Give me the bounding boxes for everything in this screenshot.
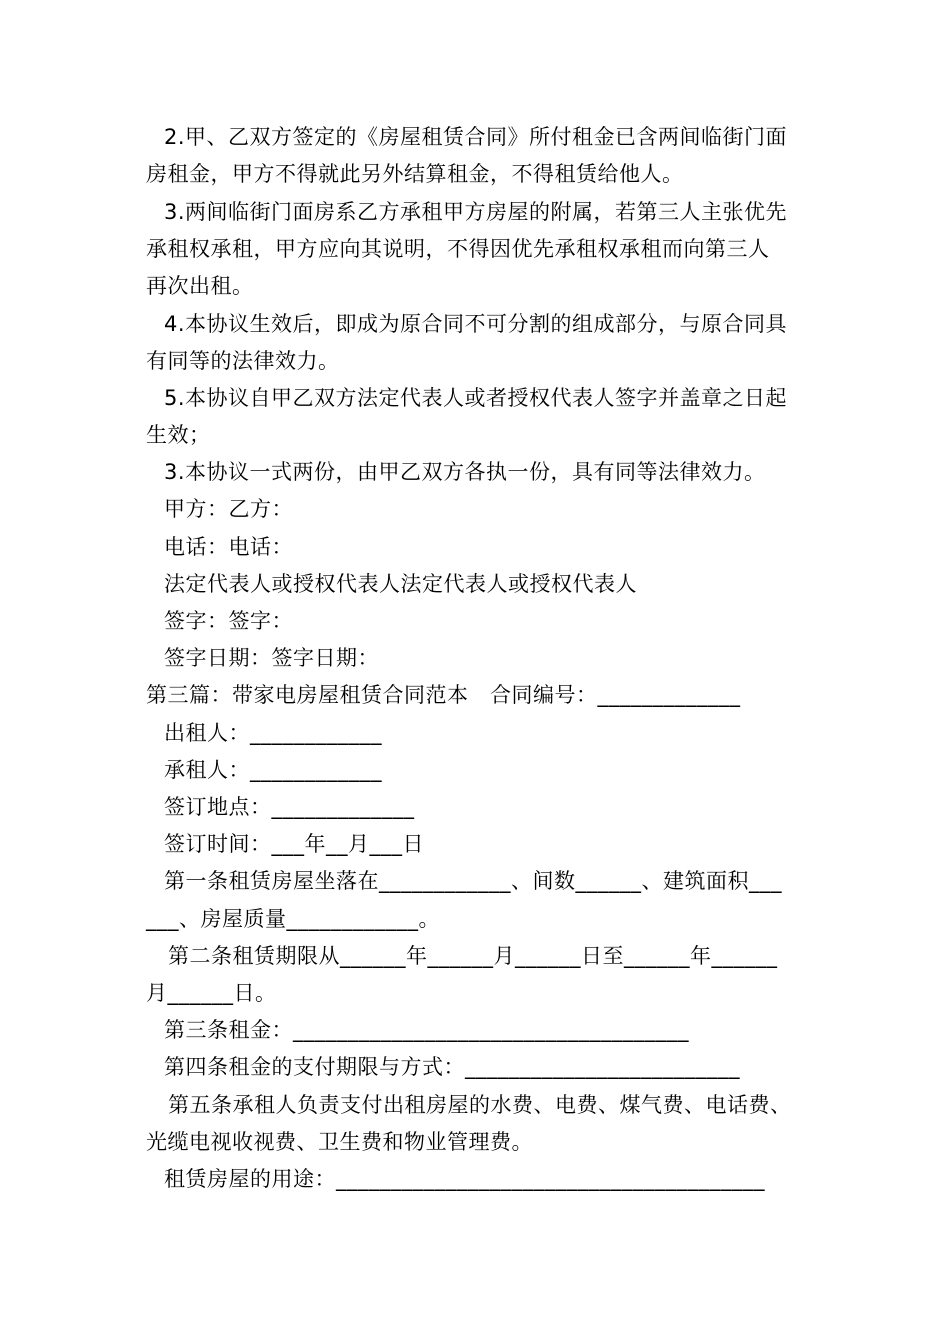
article-5-line-2: 光缆电视收视费、卫生费和物业管理费。 bbox=[146, 1130, 533, 1154]
party-line: 甲方：乙方： bbox=[164, 497, 293, 521]
article-1-line-2: ___、房屋质量____________。 bbox=[146, 907, 440, 931]
lessor-line: 出租人：____________ bbox=[164, 721, 382, 745]
article-1-line-1: 第一条租赁房屋坐落在____________、间数______、建筑面积___ bbox=[164, 869, 782, 893]
clause-5-line-1: 5.本协议自甲乙双方法定代表人或者授权代表人签字并盖章之日起 bbox=[164, 386, 788, 410]
section-heading: 第三篇：带家电房屋租赁合同范本 合同编号：_____________ bbox=[146, 683, 741, 707]
signature-line: 签字：签字： bbox=[164, 609, 293, 633]
signature-date-line: 签字日期：签字日期： bbox=[164, 646, 379, 670]
article-2-line-1: 第二条租赁期限从______年______月______日至______年______ bbox=[168, 944, 778, 968]
clause-4-line-1: 4.本协议生效后，即成为原合同不可分割的组成部分，与原合同具 bbox=[164, 312, 788, 336]
sign-place-line: 签订地点：_____________ bbox=[164, 795, 415, 819]
clause-5-line-2: 生效； bbox=[146, 423, 211, 447]
clause-3-line-3: 再次出租。 bbox=[146, 274, 254, 298]
clause-3-line-2: 承租权承租，甲方应向其说明，不得因优先承租权承租而向第三人 bbox=[146, 237, 770, 261]
clause-3-line-1: 3.两间临街门面房系乙方承租甲方房屋的附属，若第三人主张优先 bbox=[164, 200, 788, 224]
article-4-line: 第四条租金的支付期限与方式：_________________________ bbox=[164, 1055, 740, 1079]
article-3-line: 第三条租金：____________________________________ bbox=[164, 1018, 689, 1042]
article-2-line-2: 月______日。 bbox=[146, 981, 277, 1005]
article-5-line-1: 第五条承租人负责支付出租房屋的水费、电费、煤气费、电话费、 bbox=[168, 1093, 792, 1117]
clause-2-line-1: 2.甲、乙双方签定的《房屋租赁合同》所付租金已含两间临街门面 bbox=[164, 125, 788, 149]
sign-time-line: 签订时间：___年__月___日 bbox=[164, 832, 424, 856]
representative-line: 法定代表人或授权代表人法定代表人或授权代表人 bbox=[164, 572, 637, 596]
clause-4-line-2: 有同等的法律效力。 bbox=[146, 349, 340, 373]
clause-2-line-2: 房租金，甲方不得就此另外结算租金，不得租赁给他人。 bbox=[146, 162, 684, 186]
phone-line: 电话：电话： bbox=[164, 535, 293, 559]
lessee-line: 承租人：____________ bbox=[164, 758, 382, 782]
clause-copies: 3.本协议一式两份，由甲乙双方各执一份，具有同等法律效力。 bbox=[164, 460, 766, 484]
usage-line: 租赁房屋的用途：_______________________________________ bbox=[164, 1167, 765, 1191]
